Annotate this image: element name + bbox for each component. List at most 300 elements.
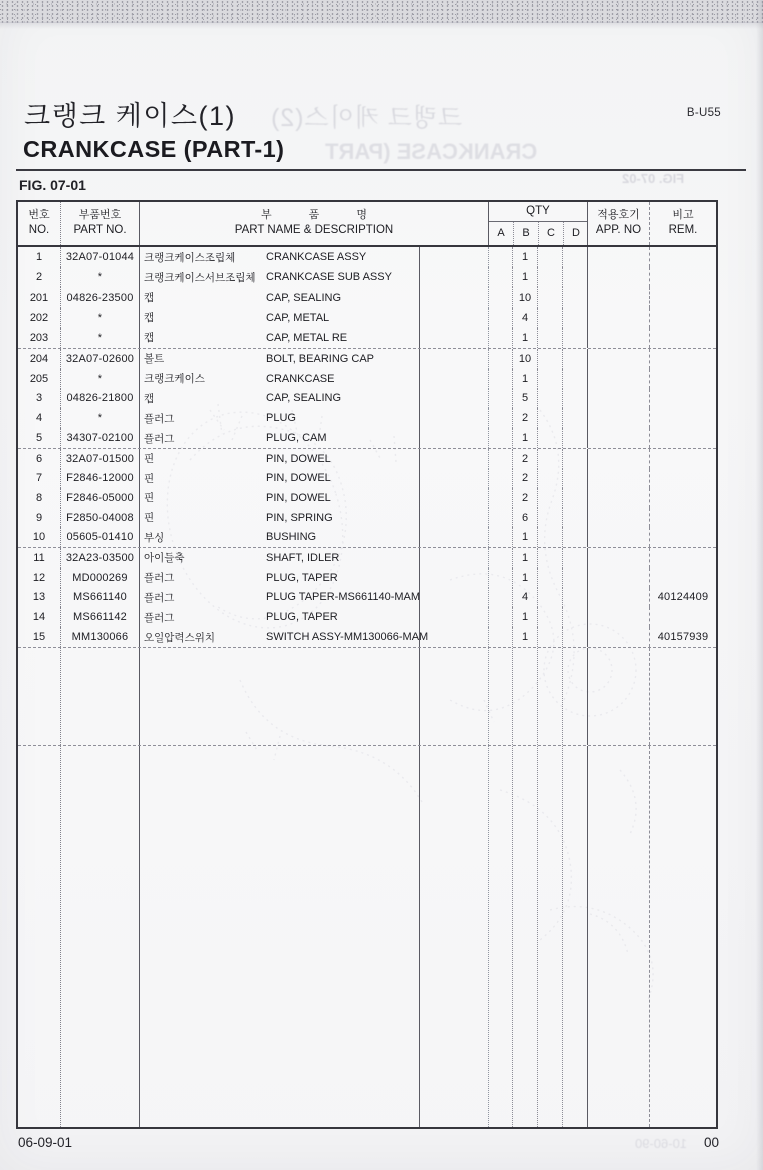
cell-app-no [587,648,649,745]
cell-rem [649,328,716,348]
cell-name-en: CRANKCASE [266,372,335,385]
cell-name-en: CAP, METAL [266,311,330,324]
cell-spacer [419,428,488,448]
cell-qty-b: 1 [512,369,537,389]
cell-qty-b: 4 [512,308,537,328]
cell-qty-d [562,488,587,508]
cell-name-en: BUSHING [266,531,317,544]
cell-qty-a [488,428,512,448]
cell-qty-a [488,588,512,608]
cell-app-no [587,488,649,508]
cell-qty-d [562,746,587,1127]
cell-name-kr: 아이들축 [139,548,264,568]
cell-qty-c [537,648,562,745]
cell-qty-d [562,408,587,428]
cell-name-kr: 크랭크케이스조립체 [139,247,264,267]
cell-rem [649,428,716,448]
cell-app-no [587,746,649,1127]
cell-qty-b: 1 [512,247,537,267]
cell-qty-a [488,648,512,745]
cell-qty-b: 1 [512,267,537,287]
cell-spacer [419,408,488,428]
cell-qty-c [537,588,562,608]
cell-qty-d [562,389,587,409]
cell-app-no [587,627,649,647]
cell-no: 6 [35,452,43,465]
cell-name-en: CRANKCASE ASSY [266,251,367,264]
table-row [18,548,716,568]
cell-name-kr: 플러그 [139,428,264,448]
cell-part-no: 32A07-02600 [60,349,139,369]
page-title-english: CRANKCASE (PART-1) [23,136,285,162]
cell-app-no [587,349,649,369]
cell-name-kr: 핀 [139,469,264,489]
cell-qty-a [488,508,512,528]
cell-name-kr: 캡 [139,328,264,348]
table-row [18,349,716,369]
page-title-korean: 크랭크 케이스(1) [24,101,236,131]
table-row [18,389,716,409]
cell-qty-a [488,389,512,409]
ghost-figure-label: FIG. 07-02 [622,171,685,186]
cell-app-no [587,449,649,469]
cell-qty-a [488,746,512,1127]
cell-no: 14 [32,611,46,624]
cell-app-no [587,428,649,448]
title-divider-rule [16,169,746,171]
cell-name-kr: 플러그 [139,408,264,428]
header-qty-d: D [563,222,588,245]
table-row [18,588,716,608]
cell-part-no: * [60,369,139,389]
table-row [18,469,716,489]
table-row [18,247,716,267]
cell-name-en: PLUG TAPER-MS661140-MAM [266,591,421,604]
cell-part-no: * [60,267,139,287]
cell-app-no [587,267,649,287]
cell-qty-d [562,469,587,489]
header-no [18,202,60,245]
cell-part-no: * [60,328,139,348]
cell-name-kr: 핀 [139,488,264,508]
cell-spacer [419,527,488,547]
cell-part-no: MS661142 [60,607,139,627]
table-row [18,648,716,745]
table-header [18,202,716,247]
cell-name-en: PLUG, TAPER [266,611,338,624]
table-row [18,328,716,348]
table-body [18,247,716,1127]
cell-spacer [419,308,488,328]
cell-qty-b: 1 [512,627,537,647]
header-qty-c: C [538,222,563,245]
cell-spacer [419,548,488,568]
header-part-name-kr: 부 품 명 [261,209,367,222]
cell-name-kr: 핀 [139,449,264,469]
cell-name-kr [139,648,264,745]
cell-spacer [419,389,488,409]
cell-no: 201 [29,291,49,304]
cell-qty-d [562,287,587,307]
header-qty-group [488,202,587,245]
cell-spacer [419,369,488,389]
cell-qty-b: 6 [512,508,537,528]
cell-qty-d [562,607,587,627]
cell-qty-a [488,607,512,627]
header-no-en: NO. [28,224,50,237]
cell-spacer [419,627,488,647]
cell-name-en [264,746,419,1127]
cell-app-no [587,408,649,428]
header-remarks-en: REM. [668,224,698,237]
cell-name-en: CAP, METAL RE [266,331,348,344]
table-row [18,408,716,428]
table-row [18,267,716,287]
cell-part-no: F2846-05000 [60,488,139,508]
cell-qty-d [562,449,587,469]
cell-part-no: 05605-01410 [60,527,139,547]
cell-no: 5 [35,432,43,445]
cell-qty-d [562,627,587,647]
header-part-no-kr: 부품번호 [78,209,122,222]
cell-name-en: PIN, SPRING [266,511,333,524]
table-row [18,527,716,547]
cell-qty-a [488,627,512,647]
cell-part-no: F2850-04008 [60,508,139,528]
cell-name-en: SHAFT, IDLER [266,551,340,564]
table-row [18,449,716,469]
cell-qty-c [537,349,562,369]
cell-rem [649,247,716,267]
cell-qty-c [537,508,562,528]
row-group [18,449,716,548]
cell-qty-c [537,527,562,547]
cell-part-no: * [60,408,139,428]
cell-qty-b: 1 [512,328,537,348]
cell-qty-b [512,746,537,1127]
cell-part-no: MM130066 [60,627,139,647]
cell-qty-c [537,287,562,307]
table-row [18,369,716,389]
header-remarks [649,202,716,245]
cell-rem [649,488,716,508]
cell-no: 15 [32,631,46,644]
cell-qty-d [562,308,587,328]
cell-name-kr: 플러그 [139,607,264,627]
cell-rem [649,648,716,745]
cell-spacer [419,508,488,528]
cell-qty-b: 2 [512,449,537,469]
cell-qty-a [488,527,512,547]
cell-qty-a [488,449,512,469]
cell-name-en [264,648,419,745]
cell-part-no: 32A07-01500 [60,449,139,469]
cell-qty-c [537,488,562,508]
row-group [18,247,716,349]
cell-app-no [587,508,649,528]
cell-qty-c [537,389,562,409]
cell-spacer [419,488,488,508]
cell-qty-d [562,548,587,568]
cell-qty-d [562,508,587,528]
cell-qty-a [488,267,512,287]
cell-qty-c [537,469,562,489]
cell-rem [649,408,716,428]
row-group [18,648,716,746]
cell-name-en: PIN, DOWEL [266,452,331,465]
cell-rem [649,349,716,369]
cell-qty-b: 5 [512,389,537,409]
cell-spacer [419,247,488,267]
cell-name-en: PLUG [266,412,296,425]
cell-name-en: CRANKCASE SUB ASSY [266,271,392,284]
cell-qty-a [488,369,512,389]
cell-name-en: BOLT, BEARING CAP [266,352,374,365]
table-row [18,428,716,448]
scan-edge-shadow [756,0,763,1170]
header-app-no-en: APP. NO [595,224,642,237]
cell-no: 11 [33,551,45,564]
cell-qty-b: 10 [512,287,537,307]
cell-name-en: PLUG, CAM [266,432,327,445]
cell-part-no: 34307-02100 [60,428,139,448]
cell-part-no: 04826-23500 [60,287,139,307]
table-row [18,746,716,1127]
cell-rem [649,607,716,627]
scan-noise-band-top [0,0,763,23]
cell-name-kr: 캡 [139,287,264,307]
cell-part-no: MS661140 [60,588,139,608]
cell-rem: 40124409 [649,588,716,608]
cell-spacer [419,287,488,307]
header-qty-subcolumns [489,222,587,245]
table-row [18,627,716,647]
footer-date: 06-09-01 [18,1135,73,1150]
cell-name-en: PIN, DOWEL [266,491,331,504]
cell-spacer [419,746,488,1127]
cell-app-no [587,247,649,267]
cell-qty-c [537,568,562,588]
cell-no: 3 [35,392,43,405]
row-group [18,746,716,1127]
cell-no: 203 [29,331,49,344]
header-app-no [587,202,649,245]
table-row [18,568,716,588]
cell-qty-b: 10 [512,349,537,369]
cell-qty-b: 2 [512,408,537,428]
cell-name-en: SWITCH ASSY-MM130066-MAM [266,631,429,644]
cell-name-kr: 캡 [139,389,264,409]
cell-no: 205 [29,372,49,385]
cell-spacer [419,328,488,348]
cell-qty-b [512,648,537,745]
cell-no: 4 [35,412,43,425]
cell-rem: 40157939 [649,627,716,647]
cell-part-no: * [60,308,139,328]
cell-name-en: PLUG, TAPER [266,571,338,584]
cell-app-no [587,469,649,489]
header-qty-b: B [513,222,538,245]
cell-name-kr: 캡 [139,308,264,328]
cell-rem [649,508,716,528]
cell-qty-c [537,408,562,428]
cell-qty-c [537,548,562,568]
cell-qty-c [537,328,562,348]
cell-qty-c [537,369,562,389]
header-part-name-en: PART NAME & DESCRIPTION [234,224,394,237]
cell-qty-d [562,247,587,267]
cell-name-en: CAP, SEALING [266,392,341,405]
cell-app-no [587,287,649,307]
cell-rem [649,548,716,568]
cell-no: 13 [32,591,46,604]
cell-name-kr: 핀 [139,508,264,528]
table-row [18,607,716,627]
cell-app-no [587,389,649,409]
cell-spacer [419,469,488,489]
ghost-title-korean: 크랭크 케이스(2) [270,104,463,132]
cell-qty-d [562,369,587,389]
cell-name-kr: 크랭크케이스서브조립체 [139,267,264,287]
page-code: B-U55 [686,107,721,119]
cell-qty-d [562,648,587,745]
cell-no: 7 [35,472,43,485]
cell-qty-b: 1 [512,428,537,448]
cell-qty-a [488,247,512,267]
cell-qty-d [562,328,587,348]
cell-rem [649,568,716,588]
cell-spacer [419,267,488,287]
cell-qty-d [562,349,587,369]
cell-qty-d [562,267,587,287]
header-part-no [60,202,139,245]
cell-qty-a [488,349,512,369]
cell-no: 1 [35,251,43,264]
row-group [18,349,716,449]
cell-part-no: MD000269 [60,568,139,588]
cell-spacer [419,588,488,608]
header-app-no-kr: 적용호기 [597,209,640,222]
cell-no: 204 [29,352,49,365]
ghost-title-english: CRANKCASE (PART [325,139,538,164]
header-qty-label: QTY [489,202,587,222]
cell-qty-c [537,746,562,1127]
cell-name-kr [139,746,264,1127]
cell-qty-b: 1 [512,548,537,568]
cell-qty-a [488,328,512,348]
cell-qty-a [488,568,512,588]
cell-no [18,746,60,1127]
row-group [18,548,716,648]
table-row [18,308,716,328]
cell-rem [649,527,716,547]
cell-spacer [419,607,488,627]
cell-qty-a [488,308,512,328]
cell-app-no [587,607,649,627]
table-row [18,488,716,508]
cell-qty-c [537,267,562,287]
cell-qty-a [488,287,512,307]
cell-name-kr: 오일압력스위치 [139,627,264,647]
cell-qty-b: 1 [512,527,537,547]
cell-part-no [60,746,139,1127]
cell-app-no [587,588,649,608]
cell-name-kr: 볼트 [139,349,264,369]
cell-rem [649,449,716,469]
cell-name-kr: 플러그 [139,588,264,608]
cell-rem [649,389,716,409]
cell-part-no: 04826-21800 [60,389,139,409]
cell-name-kr: 크랭크케이스 [139,369,264,389]
cell-qty-d [562,428,587,448]
cell-qty-c [537,247,562,267]
cell-part-no [60,648,139,745]
cell-no [18,648,60,745]
header-part-no-en: PART NO. [73,224,127,237]
header-no-kr: 번호 [28,209,50,222]
footer-page-number: 00 [703,1135,719,1150]
figure-label: FIG. 07-01 [19,177,86,193]
parts-table [16,200,718,1129]
cell-qty-c [537,449,562,469]
header-part-name [139,202,488,245]
header-remarks-kr: 비고 [672,209,694,222]
cell-rem [649,308,716,328]
cell-name-kr: 부싱 [139,527,264,547]
cell-qty-a [488,408,512,428]
cell-rem [649,287,716,307]
cell-part-no: F2846-12000 [60,469,139,489]
cell-qty-b: 1 [512,607,537,627]
cell-qty-b: 4 [512,588,537,608]
cell-qty-a [488,548,512,568]
cell-qty-c [537,607,562,627]
cell-qty-b: 1 [512,568,537,588]
table-row [18,508,716,528]
cell-app-no [587,548,649,568]
cell-name-en: CAP, SEALING [266,291,341,304]
cell-qty-b: 2 [512,488,537,508]
cell-qty-b: 2 [512,469,537,489]
cell-name-en: PIN, DOWEL [266,472,331,485]
cell-spacer [419,648,488,745]
cell-rem [649,369,716,389]
cell-qty-d [562,588,587,608]
cell-app-no [587,369,649,389]
table-row [18,287,716,307]
cell-spacer [419,449,488,469]
cell-qty-a [488,469,512,489]
cell-no: 9 [35,511,43,524]
cell-app-no [587,328,649,348]
cell-no: 202 [29,311,49,324]
cell-spacer [419,568,488,588]
cell-no: 2 [35,271,43,284]
cell-part-no: 32A23-03500 [60,548,139,568]
cell-no: 12 [32,571,46,584]
cell-app-no [587,308,649,328]
cell-qty-c [537,308,562,328]
cell-app-no [587,527,649,547]
cell-app-no [587,568,649,588]
header-qty-a: A [497,226,505,239]
cell-part-no: 32A07-01044 [60,247,139,267]
cell-name-kr: 플러그 [139,568,264,588]
cell-qty-d [562,527,587,547]
cell-qty-a [488,488,512,508]
cell-qty-c [537,428,562,448]
cell-rem [649,469,716,489]
